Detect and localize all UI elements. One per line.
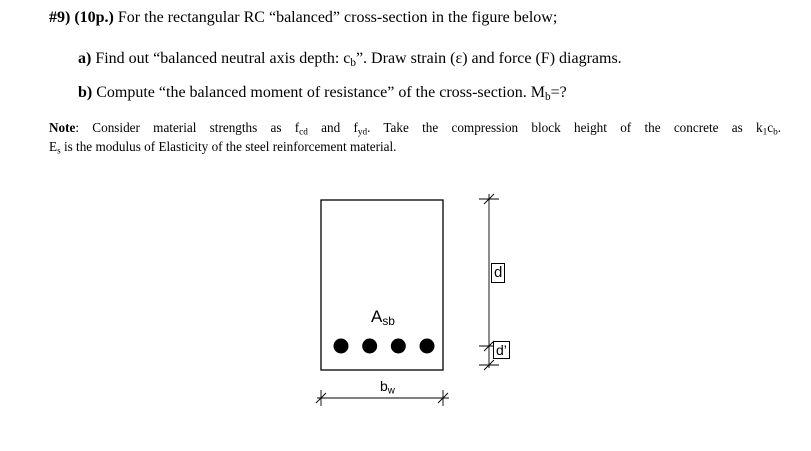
part-a-sub: b [350,56,356,69]
rebar-1 [334,339,349,354]
asb-sub: sb [382,313,395,328]
rebar-2 [362,339,377,354]
note-text: . Take the compression block height of the concrete as k [367,120,763,135]
rebar-4 [420,339,435,354]
part-b-text-end: =? [550,84,567,101]
bw-main: b [380,378,388,394]
dprime-label: d’ [493,341,510,359]
note-sub: yd [357,126,368,137]
reinforcement-bars [334,339,435,354]
part-b-label: b) [78,84,93,101]
note-text: and f [307,120,358,135]
note-sub: cd [299,126,308,137]
part-a-text-end: ”. Draw strain (ε) and force (F) diagrams. [355,50,622,67]
note-text: . [777,120,781,135]
part-a-label: a) [78,50,92,67]
bw-label [380,378,395,397]
note-sub: 1 [762,126,768,137]
rebar-3 [391,339,406,354]
note-text: c [767,120,774,135]
asb-label [371,307,395,327]
asb-main: A [371,307,383,326]
part-b-text: Compute “the balanced moment of resistance” of the cross-section. M [92,84,545,101]
problem-intro: For the rectangular RC “balanced” cross-section in the figure below; [113,9,558,26]
note-label: Note [49,120,76,135]
note-text: is the modulus of Elasticity of the steel reinforcement material. [60,139,397,154]
bw-sub: w [387,385,395,397]
problem-number: #9) [49,9,71,26]
part-b-sub: b [544,90,551,103]
part-a-text: Find out “balanced neutral axis depth: c [91,50,351,67]
note-sub: b [773,126,778,137]
es-symbol: E [49,139,58,154]
note-text: : Consider material strengths as f [75,120,300,135]
problem-points: (10p.) [74,9,114,26]
d-label: d [491,263,505,283]
es-sub: s [57,145,61,156]
